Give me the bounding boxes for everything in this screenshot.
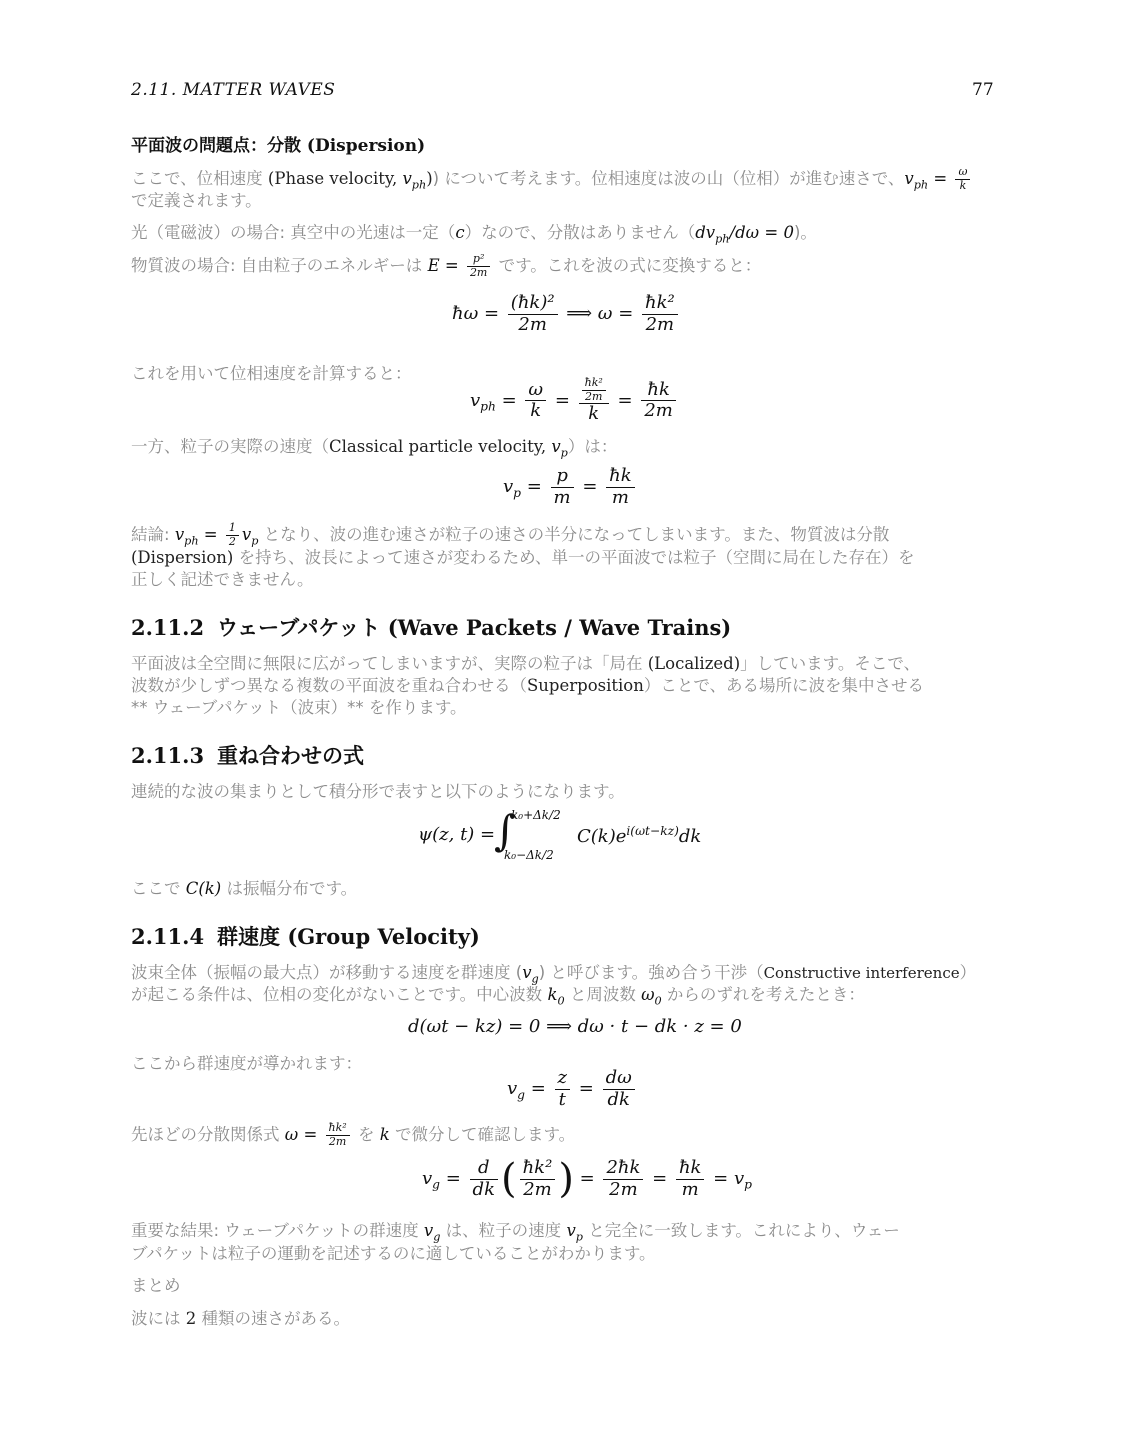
equation-phase-velocity: $v_{ph}$ = $\frac{\omega}{k}$ = $\frac{\frac{\text{ħk²}}{2m}}{k}$ = $\frac{ħk}{2m}$ xyxy=(470,377,679,425)
paragraph-integral-intro: 連続的な波の集まりとして積分形で表すと以下のようになります。 xyxy=(131,782,625,801)
paragraph-group-velocity-derived: ここから群速度が導かれます： xyxy=(131,1054,362,1073)
paragraph-amplitude-distribution: ここで C(k) は振幅分布です。 xyxy=(131,879,358,898)
paragraph-light: 光（電磁波）の場合: 真空中の光速は一定（c）なので、分散はありません$(dv_{ph}/d\omega = 0)$。 xyxy=(131,223,817,246)
paragraph-phase-velocity-line2: で定義されます。 xyxy=(131,191,262,210)
paragraph-particle-velocity: 一方、粒子の実際の速度（Classical particle velocity, $v_p$）は： xyxy=(131,437,618,460)
section-heading-group-velocity: 2.11.4 群速度 (Group Velocity) xyxy=(131,924,480,949)
section-heading-superposition: 2.11.3 重ね合わせの式 xyxy=(131,743,364,768)
equation-dispersion-relation: ħω = $\frac{\text{(ħk)²}}{2m}$ ⟹ ω = $\frac{\text{ħk²}}{2m}$ xyxy=(452,293,681,335)
equation-group-equals-particle: $v_g$ = $\frac{d}{dk}$ ( $\frac{\text{ħk²}}{2m}$ ) = $\frac{2ħk}{2m}$ = $\frac{ħk}{m}$ = $v_p$ xyxy=(422,1156,752,1202)
paragraph-differentiate: 先ほどの分散関係式 ω = $\frac{\text{ħk²}}{2m}$ を k で微分して確認します。 xyxy=(131,1121,576,1148)
subheading-dispersion: 平面波の問題点：分散 (Dispersion) xyxy=(131,136,426,156)
paragraph-compute-phase: これを用いて位相速度を計算すると： xyxy=(131,364,412,383)
paragraph-important-result-line1: 重要な結果: ウェーブパケットの群速度 $v_g$ は、粒子の速度 $v_p$ と完全に一致します。これにより、ウェー xyxy=(131,1221,900,1244)
paragraph-important-result-line2: ブパケットは粒子の運動を記述するのに適していることがわかります。 xyxy=(131,1244,656,1263)
equation-group-velocity: $v_g$ = $\frac{z}{t}$ = $\frac{d\omega}{dk}$ xyxy=(507,1068,638,1110)
section-heading-wave-packets: 2.11.2 ウェーブパケット (Wave Packets / Wave Trains) xyxy=(131,615,732,640)
paragraph-conclusion: 結論: $v_{ph}$ = $\frac{1}{2}$ $v_p$ となり、波の進む速さが粒子の速さの半分になってしまいます。また、物質波は分散 xyxy=(131,521,890,548)
paragraph-conclusion-line3: 正しく記述できません。 xyxy=(131,570,314,589)
paragraph-group-velocity-line1: 波束全体（振幅の最大点）が移動する速度を群速度 $(v_g)$ と呼びます。強め合う干渉（Constructive interference） xyxy=(131,963,977,986)
document-page: 2.11. MATTER WAVES 77 平面波の問題点：分散 (Dispersion) ここで、位相速度 (Phase velocity, $v_{ph}$)) について考えます。位相速度は波の山（位相）が進む速さで、$v_{ph}$ = $\frac{\omega}{k}$ で定義されます。 光（電磁波）の場合: 真空中の光速は一定（c）なので、分散はありません$(dv_{ph}/d\omega = 0)$。 物質波の場合: 自由粒子のエネルギーは E = $\frac{\text{p²}}{2m}$ です。これを波の式に変換すると： ħω = $\frac{\text{(ħk)²}}{2m}$ ⟹ ω = $\frac{\text{ħk²}}{2m}$ これを用いて位相速度を計算すると： $v_{ph}$ = $\frac{\omega}{k}$ = $\frac{\frac{\text{ħk²}}{2m}}{k}$ = $\frac{ħk}{2m}$ 一方、粒子の実際の速度（Classical particle velocity, $v_p$）は： $v_p$ = $\frac{p}{m}$ = $\frac{ħk}{m}$ 結論: $v_{ph}$ = $\frac{1}{2}$ $v_p$ となり、波の進む速さが粒子の速さの半分になってしまいます。また、物質波は分散 (Dispersion) を持ち、波長によって速さが変わるため、単一の平面波では粒子（空間に局在した存在）を 正しく記述できません。 2.11.2 ウェーブパケット (Wave Packets / Wave Trains) 平面波は全空間に無限に広がってしまいますが、実際の粒子は「局在 (Localized)」しています。そこで、 波数が少しずつ異なる複数の平面波を重ね合わせる（Superposition）ことで、ある場所に波を集中させる ** ウェーブパケット（波束）** を作ります。 2.11.3 重ね合わせの式 連続的な波の集まりとして積分形で表すと以下のようになります。 ψ(z, t) = ∫ k₀+Δk/2 k₀−Δk/2 $C(k)e^{i(\omega t-kz)}dk$ ここで C(k) は振幅分布です。 2.11.4 群速度 (Group Velocity) 波束全体（振幅の最大点）が移動する速度を群速度 $(v_g)$ と呼びます。強め合う干渉（Constructive interference） が起こる条件は、位相の変化がないことです。中心波数 $k_0$ と周波数 $\omega_0$ からのずれを考えたとき： d(ωt − kz) = 0 ⟹ dω · t − dk · z = 0 ここから群速度が導かれます： $v_g$ = $\frac{z}{t}$ = $\frac{d\omega}{dk}$ 先ほどの分散関係式 ω = $\frac{\text{ħk²}}{2m}$ を k で微分して確認します。 $v_g$ = $\frac{d}{dk}$ ( $\frac{\text{ħk²}}{2m}$ ) = $\frac{2ħk}{2m}$ = $\frac{ħk}{m}$ = $v_p$ 重要な結果: ウェーブパケットの群速度 $v_g$ は、粒子の速度 $v_p$ と完全に一致します。これにより、ウェー ブパケットは粒子の運動を記述するのに適していることがわかります。 まとめ 波には 2 種類の速さがある。 xyxy=(131,80,994,1328)
paragraph-wave-packets-line1: 平面波は全空間に無限に広がってしまいますが、実際の粒子は「局在 (Localized)」しています。そこで、 xyxy=(131,654,921,673)
paragraph-wave-packets-line3: ** ウェーブパケット（波束）** を作ります。 xyxy=(131,698,467,717)
page-number: 77 xyxy=(972,80,994,100)
equation-particle-velocity: $v_p$ = $\frac{p}{m}$ = $\frac{ħk}{m}$ xyxy=(503,466,638,508)
paragraph-summary-heading: まとめ xyxy=(131,1276,181,1295)
running-header: 2.11. MATTER WAVES xyxy=(131,80,336,100)
paragraph-group-velocity-line2: が起こる条件は、位相の変化がないことです。中心波数 $k_0$ と周波数 $\omega_0$ からのずれを考えたとき： xyxy=(131,985,865,1008)
paragraph-two-speeds: 波には 2 種類の速さがある。 xyxy=(131,1309,350,1328)
paragraph-conclusion-line2: (Dispersion) を持ち、波長によって速さが変わるため、単一の平面波では粒子（空間に局在した存在）を xyxy=(131,548,915,567)
paragraph-phase-velocity: ここで、位相速度 (Phase velocity, $v_{ph}$)) について考えます。位相速度は波の山（位相）が進む速さで、$v_{ph}$ = $\frac{\omega}{k}$ xyxy=(131,165,973,193)
paragraph-wave-packets-line2: 波数が少しずつ異なる複数の平面波を重ね合わせる（Superposition）ことで、ある場所に波を集中させる xyxy=(131,676,925,695)
equation-phase-condition: d(ωt − kz) = 0 ⟹ dω · t − dk · z = 0 xyxy=(408,1016,742,1037)
paragraph-matter-wave: 物質波の場合: 自由粒子のエネルギーは E = $\frac{\text{p²}}{2m}$ です。これを波の式に変換すると： xyxy=(131,252,762,279)
